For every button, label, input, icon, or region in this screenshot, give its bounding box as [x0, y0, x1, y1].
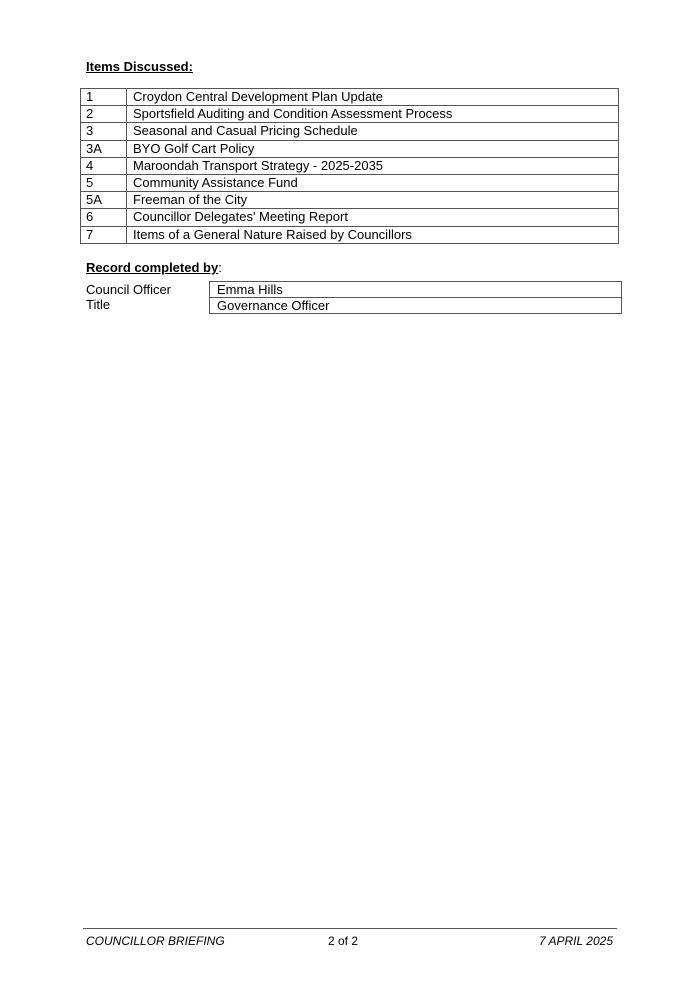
table-row — [81, 157, 619, 174]
council-officer-label: Council Officer — [86, 282, 172, 297]
table-row — [81, 192, 619, 209]
items-table — [80, 88, 619, 244]
footer-page-number: 2 of 2 — [328, 934, 359, 948]
item-number: 2 — [81, 106, 127, 123]
item-number: 4 — [81, 157, 127, 174]
item-number: 6 — [81, 209, 127, 226]
table-row — [81, 174, 619, 191]
item-number: 3 — [81, 123, 127, 140]
item-title: Councillor Delegates' Meeting Report — [127, 209, 619, 226]
footer-date: 7 APRIL 2025 — [538, 934, 613, 948]
items-discussed-heading — [86, 59, 193, 74]
item-number: 5 — [81, 174, 127, 191]
record-completed-heading-colon: : — [218, 260, 222, 275]
footer-divider — [83, 928, 617, 929]
record-values-box — [209, 281, 622, 314]
item-title: Croydon Central Development Plan Update — [127, 89, 619, 106]
item-title: Community Assistance Fund — [127, 174, 619, 191]
item-title: Freeman of the City — [127, 192, 619, 209]
footer-document-title: COUNCILLOR BRIEFING — [86, 934, 225, 948]
table-row — [81, 226, 619, 243]
items-discussed-heading-text: Items Discussed: — [86, 59, 193, 74]
record-completed-heading-text: Record completed by — [86, 260, 219, 275]
title-value: Governance Officer — [210, 297, 621, 313]
record-completed-section — [0, 281, 699, 315]
record-completed-heading — [86, 260, 222, 275]
title-label: Title — [86, 297, 111, 312]
item-number: 5A — [81, 192, 127, 209]
item-number: 7 — [81, 226, 127, 243]
item-title: Maroondah Transport Strategy - 2025-2035 — [127, 157, 619, 174]
table-row — [81, 89, 619, 106]
item-title: Items of a General Nature Raised by Councillors — [127, 226, 619, 243]
table-row — [81, 106, 619, 123]
item-number: 3A — [81, 140, 127, 157]
table-row — [81, 140, 619, 157]
item-title: BYO Golf Cart Policy — [127, 140, 619, 157]
item-title: Sportsfield Auditing and Condition Assessment Process — [127, 106, 619, 123]
item-title: Seasonal and Casual Pricing Schedule — [127, 123, 619, 140]
table-row — [81, 209, 619, 226]
council-officer-value: Emma Hills — [217, 282, 283, 297]
table-row — [81, 123, 619, 140]
item-number: 1 — [81, 89, 127, 106]
